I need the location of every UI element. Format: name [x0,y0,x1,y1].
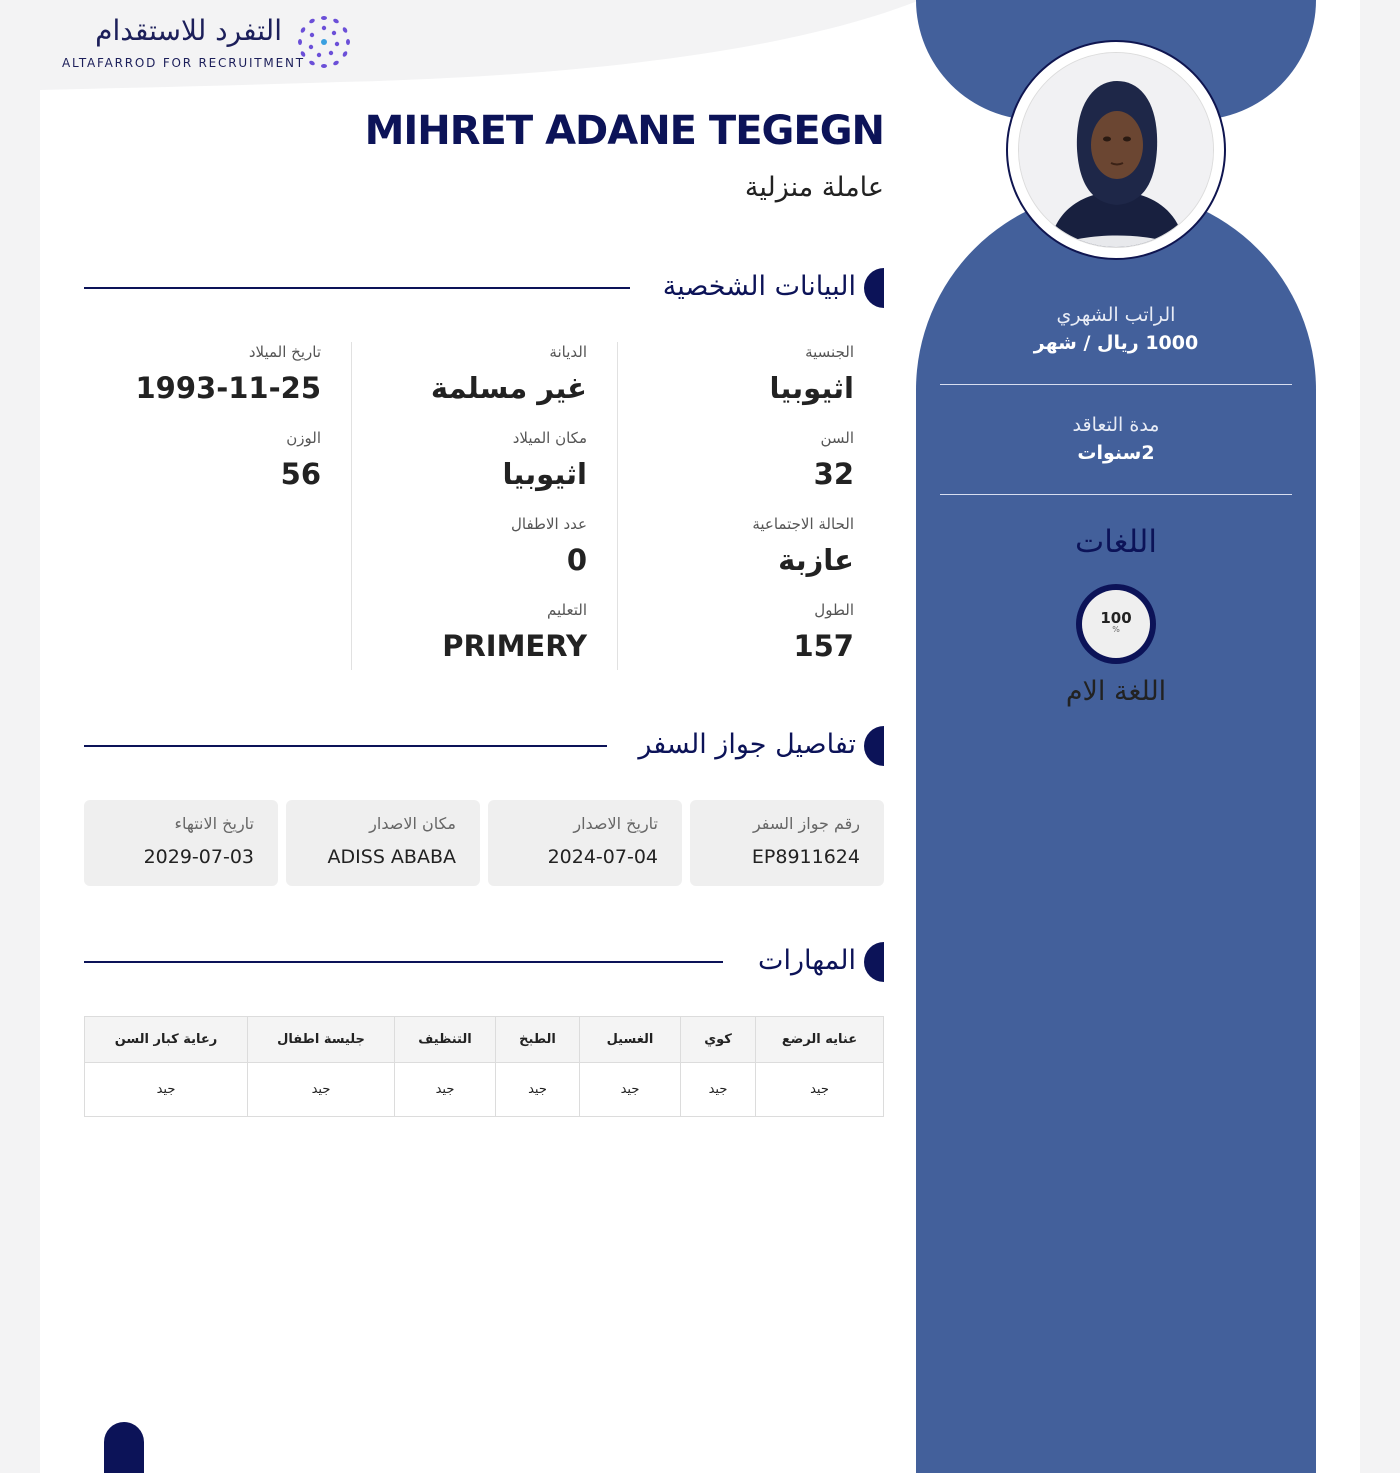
field-label: مكان الميلاد [512,429,587,447]
field-birth-date [136,342,322,408]
passport-issue-date-label: تاريخ الاصدار [573,814,658,833]
profile-photo-frame [1006,40,1226,260]
field-marital-status [752,514,854,580]
section-header-personal [84,268,884,308]
footer-tab [104,1422,144,1473]
passport-cards [84,800,884,886]
passport-number-card [690,800,884,886]
field-nationality [770,342,854,408]
skill-header: الطبخ [496,1017,580,1063]
field-label: الديانة [549,343,587,361]
passport-number-label: رقم جواز السفر [752,814,860,833]
skill-level: جيد [756,1063,884,1117]
field-label: الجنسية [805,343,854,361]
field-value: عازبة [778,543,854,577]
profile-photo [1018,52,1214,248]
skills-level-row [85,1063,884,1117]
section-title-personal: البيانات الشخصية [662,271,856,302]
personal-column-1 [618,342,884,670]
job-title: عاملة منزلية [744,172,884,203]
skill-level: جيد [85,1063,248,1117]
field-age [814,428,854,494]
personal-info-grid [84,342,884,670]
contract-block [940,414,1292,464]
contract-label: مدة التعاقد [1072,414,1160,436]
skill-level: جيد [248,1063,395,1117]
language-percent: 100 [1100,609,1132,627]
sidebar [916,0,1316,1473]
language-name: اللغة الام [1065,676,1167,707]
skill-level: جيد [681,1063,756,1117]
skill-header: الغسيل [580,1017,681,1063]
field-birth-place [503,428,587,494]
field-value: غير مسلمة [430,371,587,405]
skills-table [84,1016,884,1117]
contract-value: 2سنوات [1077,442,1155,464]
personal-column-3 [84,342,352,670]
field-label: الطول [814,601,854,619]
languages-title: اللغات [1075,524,1157,560]
brand-name-english: ALTAFARROD FOR RECRUITMENT [62,56,305,70]
section-tab [864,726,884,766]
section-rule [84,745,607,747]
language-progress-center [1082,590,1150,658]
sidebar-divider [940,384,1292,385]
field-value: 32 [813,457,854,491]
skills-header-row [85,1017,884,1063]
brand-name-arabic: التفرد للاستقدام [95,14,282,47]
field-value: 1993-11-25 [135,371,321,405]
skill-level: جيد [580,1063,681,1117]
cv-page [40,0,1360,1473]
skill-header: جليسة اطفال [248,1017,395,1063]
field-label: الوزن [286,429,321,447]
passport-issue-place-card [286,800,480,886]
skill-level: جيد [395,1063,496,1117]
brand-logo [62,14,352,74]
field-value: اثيوبيا [769,371,854,405]
section-tab [864,268,884,308]
skill-header: رعاية كبار السن [85,1017,248,1063]
field-education [442,600,587,666]
passport-number-value: EP8911624 [751,846,860,868]
passport-issue-place-label: مكان الاصدار [369,814,456,833]
salary-block [940,304,1292,354]
section-tab [864,942,884,982]
field-label: السن [820,429,854,447]
passport-issue-place-value: ADISS ABABA [327,846,456,868]
skill-header: كوي [681,1017,756,1063]
passport-expiry-date-card [84,800,278,886]
personal-column-2 [352,342,618,670]
sidebar-body [916,190,1316,1473]
passport-expiry-date-label: تاريخ الانتهاء [174,814,254,833]
section-rule [84,961,723,963]
field-value: 157 [793,629,854,663]
field-label: عدد الاطفال [511,515,587,533]
skill-header: عنايه الرضع [756,1017,884,1063]
section-rule [84,287,630,289]
field-label: التعليم [547,601,587,619]
field-value: 56 [280,457,321,491]
passport-issue-date-card [488,800,682,886]
field-value: 0 [566,543,587,577]
field-height [793,600,854,666]
language-progress-ring [1076,584,1156,664]
field-value: اثيوبيا [502,457,587,491]
passport-expiry-date-value: 2029-07-03 [143,846,254,868]
field-value: PRIMERY [442,629,587,663]
language-percent-symbol: % [1112,625,1120,634]
section-title-skills: المهارات [758,945,856,976]
field-label: تاريخ الميلاد [248,343,321,361]
section-title-passport: تفاصيل جواز السفر [638,729,856,760]
field-label: الحالة الاجتماعية [752,515,854,533]
brand-mark-icon [296,14,352,70]
worker-name: MIHRET ADANE TEGEGN [364,108,884,154]
field-weight [281,428,321,494]
section-header-passport [84,726,884,766]
skill-header: التنظيف [395,1017,496,1063]
passport-issue-date-value: 2024-07-04 [547,846,658,868]
salary-label: الراتب الشهري [1056,304,1176,326]
section-header-skills [84,942,884,982]
field-children [511,514,587,580]
salary-value: 1000 ريال / شهر [1033,332,1199,354]
skill-level: جيد [496,1063,580,1117]
field-religion [431,342,587,408]
sidebar-divider [940,494,1292,495]
